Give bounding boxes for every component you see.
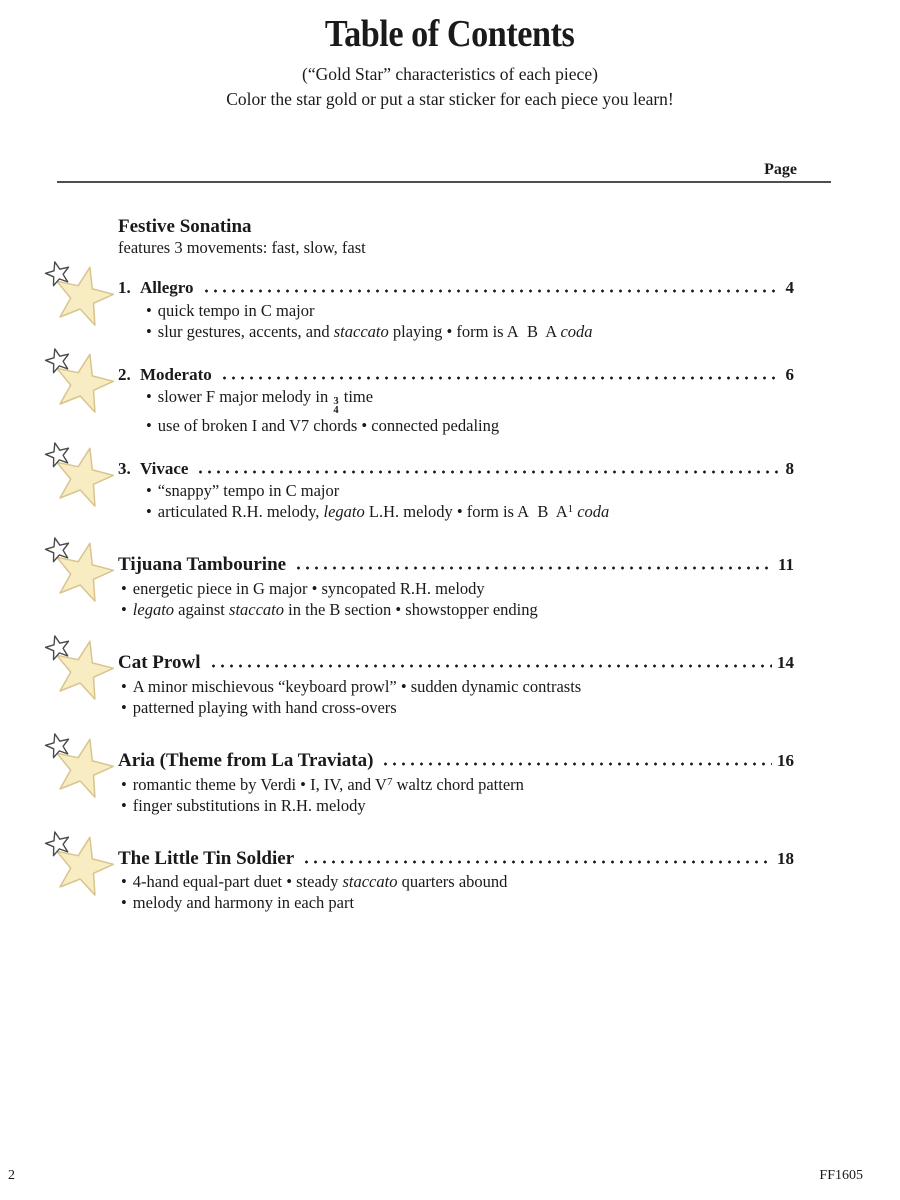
small-star-shape	[46, 262, 69, 286]
small-star-shape	[46, 734, 69, 758]
entry-bullets	[118, 301, 794, 343]
dotted-leader	[209, 664, 773, 668]
entry-bullets	[118, 872, 794, 914]
toc-entry-row	[118, 554, 794, 576]
small-star-shape	[46, 636, 69, 660]
bullet-icon: •	[121, 697, 127, 717]
text-segment: “snappy” tempo in C major	[157, 481, 340, 501]
text-segment: 4-hand equal-part duet • steady	[132, 872, 343, 892]
entry-bullets	[118, 775, 794, 817]
bullet-line	[121, 600, 794, 621]
bullet-line	[146, 416, 794, 437]
bullet-line	[121, 775, 794, 796]
text-segment: staccato	[333, 321, 389, 341]
text-segment: coda	[560, 321, 593, 341]
dotted-leader	[302, 860, 772, 864]
entry-page-number: 4	[785, 278, 794, 298]
toc-entry	[118, 278, 794, 342]
entry-page-number: 8	[785, 458, 794, 478]
toc-entry	[118, 750, 794, 817]
small-star-shape	[46, 538, 69, 562]
bullet-line	[121, 677, 794, 698]
text-segment: waltz chord pattern	[392, 774, 524, 794]
text-segment: staccato	[229, 600, 285, 620]
text-segment: staccato	[342, 872, 398, 892]
text-segment: quick tempo in C major	[157, 300, 315, 320]
subtitle-line-2: Color the star gold or put a star sticker for each piece you learn!	[226, 89, 674, 110]
entry-title: Moderato	[140, 364, 212, 384]
big-star-shape	[57, 837, 114, 895]
toc-entry-row	[118, 652, 794, 674]
text-segment: time	[339, 387, 374, 407]
big-star-shape	[57, 448, 114, 506]
text-segment: 7	[386, 775, 393, 788]
fraction-numerator: 3	[333, 396, 339, 408]
bullet-icon: •	[121, 893, 127, 913]
entry-number: 2.	[118, 364, 131, 384]
bullet-line	[146, 387, 794, 416]
bullet-line	[146, 322, 794, 343]
entry-page-number: 6	[785, 364, 794, 384]
page-column-header: Page	[764, 160, 797, 178]
entry-title: Allegro	[140, 278, 194, 298]
bullet-icon: •	[121, 579, 127, 599]
title-wrap	[0, 15, 900, 55]
page-title: Table of Contents	[325, 13, 575, 55]
bullet-icon: •	[121, 600, 127, 620]
entry-page-number: 11	[777, 555, 794, 575]
toc-entry	[118, 365, 794, 437]
text-segment: use of broken I and V7 chords • connected pedaling	[157, 415, 500, 435]
entry-title: Tijuana Tambourine	[118, 554, 287, 576]
toc-entry	[118, 554, 794, 621]
bullet-icon: •	[121, 872, 127, 892]
small-star-shape	[46, 831, 69, 855]
footer-catalog-number: FF1605	[819, 1168, 863, 1183]
dotted-leader	[196, 470, 780, 474]
text-segment: in the B section • showstopper ending	[284, 600, 538, 620]
bullet-line	[121, 796, 794, 817]
big-star-shape	[57, 354, 114, 412]
entry-number: 3.	[118, 458, 131, 478]
text-segment: quarters abound	[397, 872, 508, 892]
text-segment: L.H. melody • form is A B A	[364, 502, 568, 522]
dotted-leader	[202, 289, 781, 293]
text-segment: A minor mischievous “keyboard prowl” • sudden dynamic contrasts	[132, 676, 582, 696]
entry-bullets	[118, 677, 794, 719]
entry-title: Cat Prowl	[118, 652, 201, 674]
bullet-line	[146, 481, 794, 502]
entry-bullets	[118, 579, 794, 621]
entry-page-number: 14	[777, 653, 794, 673]
bullet-icon: •	[146, 481, 152, 501]
dotted-leader	[220, 376, 781, 380]
document-header	[0, 0, 900, 183]
text-segment: articulated R.H. melody,	[157, 502, 324, 522]
toc-entry	[118, 652, 794, 719]
text-segment: slur gestures, accents, and	[157, 321, 334, 341]
text-segment: legato	[323, 502, 365, 522]
bullet-icon: •	[146, 415, 152, 435]
bullet-line	[121, 893, 794, 914]
bullet-icon: •	[146, 300, 152, 320]
gold-star-icon	[42, 635, 118, 703]
text-segment: patterned playing with hand cross-overs	[132, 697, 397, 717]
header-rule	[57, 181, 831, 183]
bullet-icon: •	[121, 676, 127, 696]
text-segment: against	[174, 600, 230, 620]
toc-entry-row	[118, 459, 794, 479]
bullet-line	[121, 872, 794, 893]
fraction-denominator: 4	[333, 405, 339, 417]
gold-star-icon	[42, 831, 118, 899]
bullet-icon: •	[121, 795, 127, 815]
text-segment: playing • form is A B A	[388, 321, 561, 341]
toc-entry	[118, 459, 794, 523]
entry-title: The Little Tin Soldier	[118, 847, 295, 869]
small-star-shape	[46, 443, 69, 467]
big-star-shape	[57, 544, 114, 602]
entry-page-number: 16	[777, 750, 794, 770]
bullet-icon: •	[146, 502, 152, 522]
text-segment: coda	[577, 502, 610, 522]
bullet-line	[146, 301, 794, 322]
entry-title: Vivace	[140, 458, 189, 478]
big-star-shape	[57, 267, 114, 325]
dotted-leader	[381, 762, 772, 766]
text-segment: finger substitutions in R.H. melody	[132, 795, 366, 815]
footer-page-number: 2	[8, 1168, 15, 1183]
gold-star-icon	[42, 733, 118, 801]
text-segment: 1	[567, 503, 574, 516]
toc-entry-row	[118, 848, 794, 870]
gold-star-icon	[42, 348, 118, 416]
section-heading: Festive Sonatina	[118, 216, 252, 238]
text-segment: legato	[132, 600, 175, 620]
toc-entry-row	[118, 278, 794, 298]
bullet-icon: •	[146, 321, 152, 341]
section-subheading: features 3 movements: fast, slow, fast	[118, 238, 366, 258]
entry-number: 1.	[118, 278, 131, 298]
time-signature-fraction	[332, 397, 339, 416]
text-segment: energetic piece in G major • syncopated R.H. melody	[132, 579, 485, 599]
bullet-icon: •	[146, 387, 152, 407]
gold-star-icon	[42, 261, 118, 329]
subtitle-line-1: (“Gold Star” characteristics of each piece)	[302, 63, 598, 84]
entry-bullets	[118, 481, 794, 523]
text-segment: slower F major melody in	[157, 387, 333, 407]
toc-entry	[118, 848, 794, 915]
text-segment: melody and harmony in each part	[132, 893, 355, 913]
entry-bullets	[118, 387, 794, 437]
text-segment: romantic theme by Verdi • I, IV, and V	[132, 774, 387, 794]
big-star-shape	[57, 641, 114, 699]
toc-entry-row	[118, 365, 794, 385]
bullet-line	[121, 698, 794, 719]
dotted-leader	[294, 566, 773, 570]
entry-title: Aria (Theme from La Traviata)	[118, 749, 374, 771]
toc-list	[118, 216, 794, 914]
gold-star-icon	[42, 537, 118, 605]
bullet-line	[146, 502, 794, 523]
toc-entry-row	[118, 750, 794, 772]
bullet-line	[121, 579, 794, 600]
bullet-icon: •	[121, 774, 127, 794]
entry-page-number: 18	[777, 848, 794, 868]
big-star-shape	[57, 739, 114, 797]
small-star-shape	[46, 348, 69, 372]
gold-star-icon	[42, 442, 118, 510]
